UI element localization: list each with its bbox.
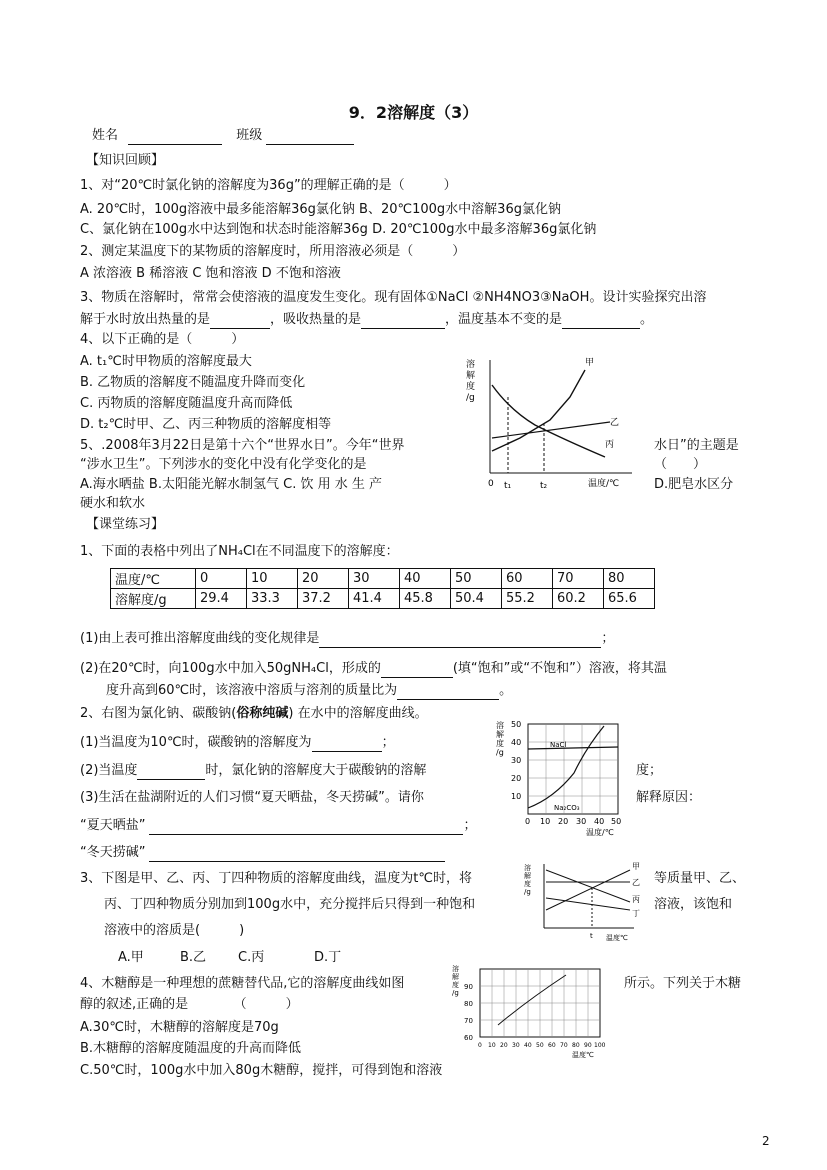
p1-sub2-blank-ratio[interactable]: [397, 685, 499, 700]
fig3-ylabel-0: 溶: [524, 864, 531, 872]
fig4-xtick: 90: [584, 1042, 592, 1049]
table-cell: 80: [604, 569, 655, 589]
fig4-xtick: 80: [572, 1042, 580, 1049]
q3-part-b: ，吸收热量的是: [270, 312, 362, 327]
p1-sub2-text-b: (填“饱和”或“不饱和”）溶液，将其温: [452, 661, 667, 676]
q3-blank-exothermic[interactable]: [210, 314, 270, 329]
page-number: 2: [762, 1134, 770, 1148]
table-cell: 20: [298, 569, 349, 589]
fig2-xtick: 0: [525, 817, 531, 826]
fig4-xtick: 30: [512, 1042, 520, 1049]
fig3-line-bing: [546, 870, 630, 902]
p4-line1-right: 所示。下列关于木糖: [624, 976, 742, 991]
p3-option-a: A.甲: [118, 950, 144, 965]
p1-sub1-end: ；: [601, 631, 615, 646]
figure1-solubility-graph: [460, 355, 645, 495]
p2-winter-label: “冬天捞碱”: [80, 845, 146, 860]
table-cell: 10: [247, 569, 298, 589]
p3-option-d: D.丁: [314, 950, 342, 965]
page-title: 9．2溶解度（3）: [348, 103, 479, 122]
q3-part-c: ，温度基本不变的是: [445, 312, 563, 327]
table-cell: 50: [451, 569, 502, 589]
p4-line2: 醇的叙述,正确的是 （ ）: [80, 997, 299, 1012]
fig3-ylabel-2: 度: [524, 880, 531, 888]
fig2-xtick: 20: [558, 817, 569, 826]
table-cell: 70: [553, 569, 604, 589]
p1-sub2-text-c: 度升高到60℃时，该溶液中溶质与溶剂的质量比为: [106, 683, 398, 698]
fig1-ylabel-2: 度: [466, 382, 476, 392]
fig3-ylabel-1: 解: [524, 872, 531, 880]
fig4-xtick: 50: [536, 1042, 544, 1049]
fig1-ylabel-1: 解: [466, 371, 476, 381]
p1-sub2-blank-saturation[interactable]: [381, 663, 453, 678]
table-cell: 温度/℃: [111, 569, 196, 589]
p1-sub1-blank[interactable]: [319, 633, 601, 648]
q4-option-b: B. 乙物质的溶解度不随温度升降而变化: [80, 375, 306, 390]
q3-blank-endothermic[interactable]: [361, 314, 445, 329]
p1-sub2-text-d: 。: [499, 683, 513, 698]
p1-sub1: [80, 630, 614, 648]
fig1-origin: 0: [488, 479, 494, 489]
q3-blank-neutral[interactable]: [562, 314, 640, 329]
fig2-ytick: 40: [511, 738, 522, 747]
section-review-heading: 【知识回顾】: [86, 153, 165, 168]
p4-option-b: B.木糖醇的溶解度随温度的升高而降低: [80, 1041, 302, 1056]
table-cell: 65.6: [604, 589, 655, 609]
fig2-ylabel-1: 解: [496, 730, 504, 739]
p2-sub2-text-a: (2)当温度: [80, 763, 138, 778]
p3-line1: 3、下图是甲、乙、丙、丁四种物质的溶解度曲线，温度为t℃时，将: [80, 871, 472, 886]
fig1-label-jia: 甲: [585, 358, 595, 368]
p2-sub1-end: ；: [381, 735, 395, 750]
fig2-ytick: 20: [511, 774, 522, 783]
p2-winter-soda: [80, 844, 445, 862]
fig3-t-label: t: [590, 932, 593, 940]
solubility-table: [110, 568, 655, 609]
fig4-ylabel-0: 溶: [452, 965, 459, 973]
q3-part-d: 。: [640, 312, 654, 327]
fig4-ytick: 60: [464, 1034, 473, 1042]
fig4-xlabel: 温度℃: [572, 1051, 594, 1059]
q5-line4: 硬水和软水: [80, 496, 146, 511]
name-class-line: [92, 127, 354, 145]
p2-sub1: [80, 734, 395, 752]
figure3-four-substances-graph: [522, 860, 647, 944]
fig1-ylabel-3: /g: [466, 393, 475, 403]
figure4-xylitol-graph: [448, 965, 618, 1060]
fig4-grid: [480, 969, 600, 1037]
p1-sub2-line2: [106, 682, 512, 700]
p2-sub2-text-b: 时，氯化钠的溶解度大于碳酸钠的溶解: [205, 763, 427, 778]
fig2-ylabel-0: 溶: [496, 721, 504, 730]
q2-stem: 2、测定某温度下的某物质的溶解度时，所用溶液必须是（ ）: [80, 244, 466, 259]
table-cell: 60.2: [553, 589, 604, 609]
name-label: 姓名: [92, 128, 119, 143]
q4-option-c: C. 丙物质的溶解度随温度升高而降低: [80, 396, 293, 411]
fig2-ytick: 30: [511, 756, 522, 765]
section-practice-heading: 【课堂练习】: [86, 517, 165, 532]
fig4-xylitol-curve: [498, 975, 566, 1025]
p2-stem-a: 2、右图为氯化钠、碳酸钠(: [80, 706, 237, 721]
p1-sub1-text: (1)由上表可推出溶解度曲线的变化规律是: [80, 631, 320, 646]
table-cell: 0: [196, 569, 247, 589]
q4-stem: 4、以下正确的是（ ）: [80, 332, 245, 347]
fig1-ylabel-0: 溶: [466, 360, 476, 370]
q5-line1-left: 5、.2008年3月22日是第十六个“世界水日”。今年“世界: [80, 438, 405, 453]
fig1-t2: t₂: [540, 481, 548, 491]
q2-options: A 浓溶液 B 稀溶液 C 饱和溶液 D 不饱和溶液: [80, 266, 341, 281]
p2-sub3: (3)生活在盐湖附近的人们习惯“夏天晒盐，冬天捞碱”。请你: [80, 790, 424, 805]
table-cell: 37.2: [298, 589, 349, 609]
q1-stem: 1、对“20℃时氯化钠的溶解度为36g”的理解正确的是（ ）: [80, 178, 457, 193]
p2-summer-salt: [80, 817, 477, 835]
figure2-nacl-na2co3-graph: [494, 718, 629, 840]
p3-line1-right: 等质量甲、乙、: [654, 871, 746, 886]
p2-summer-end: ；: [463, 818, 477, 833]
q5-line3-left: A.海水晒盐 B.太阳能光解水制氢气 C. 饮 用 水 生 产: [80, 477, 382, 492]
fig3-label-bing: 丙: [632, 895, 640, 904]
fig2-ylabel-2: 度: [496, 739, 504, 748]
p4-line1: 4、木糖醇是一种理想的蔗糖替代品,它的溶解度曲线如图: [80, 976, 405, 991]
p2-stem-bold: 俗称纯碱: [236, 706, 289, 721]
fig3-xlabel: 温度℃: [606, 934, 628, 942]
p2-sub1-text: (1)当温度为10℃时，碳酸钠的溶解度为: [80, 735, 312, 750]
p3-line3: 溶液中的溶质是( ): [104, 923, 245, 938]
fig4-xtick: 100: [594, 1042, 606, 1049]
p2-stem: [80, 705, 428, 723]
fig4-xtick: 20: [500, 1042, 508, 1049]
table-cell: 30: [349, 569, 400, 589]
fig4-xtick: 0: [478, 1042, 482, 1049]
fig4-ylabel-1: 解: [452, 973, 459, 981]
p3-option-b: B.乙: [180, 950, 207, 965]
q1-options-cd: C、氯化钠在100g水中达到饱和状态时能溶解36g D. 20℃100g水中最多溶解36g氯化钠: [80, 222, 597, 237]
class-input[interactable]: [266, 130, 354, 145]
table-cell: 40: [400, 569, 451, 589]
fig1-xlabel: 温度/℃: [588, 479, 620, 489]
q3-line2: [80, 311, 653, 329]
p2-sub3-end: 解释原因：: [636, 790, 702, 805]
table-cell: 45.8: [400, 589, 451, 609]
fig4-ylabel-3: /g: [452, 989, 459, 997]
fig4-ytick: 70: [464, 1017, 473, 1025]
table-row: [111, 569, 655, 589]
fig4-xtick: 10: [488, 1042, 496, 1049]
table-cell: 溶解度/g: [111, 589, 196, 609]
p1-sub2-line1: [80, 660, 667, 678]
q4-option-d: D. t₂℃时甲、乙、丙三种物质的溶解度相等: [80, 417, 332, 432]
table-cell: 60: [502, 569, 553, 589]
fig4-xtick: 60: [548, 1042, 556, 1049]
fig3-label-yi: 乙: [632, 878, 640, 887]
fig2-xtick: 10: [540, 817, 551, 826]
fig4-ylabel-2: 度: [452, 981, 459, 989]
p2-sub1-blank[interactable]: [312, 737, 382, 752]
p1-stem: 1、下面的表格中列出了NH₄Cl在不同温度下的溶解度：: [80, 544, 399, 559]
fig1-label-bing: 丙: [605, 440, 615, 450]
p4-option-c: C.50℃时，100g水中加入80g木糖醇，搅拌，可得到饱和溶液: [80, 1063, 443, 1078]
p3-line2: 丙、丁四种物质分别加到100g水中，充分搅拌后只得到一种饱和: [104, 897, 476, 912]
fig2-frame: [528, 724, 618, 814]
q5-line1-right: 水日”的主题是: [654, 438, 739, 453]
fig2-ytick: 10: [511, 792, 522, 801]
fig3-label-ding: 丁: [632, 909, 640, 918]
fig4-ytick: 80: [464, 1000, 473, 1008]
p2-summer-label: “夏天晒盐”: [80, 818, 146, 833]
fig1-t1: t₁: [504, 481, 512, 491]
fig2-nacl-curve: [528, 747, 618, 749]
p2-winter-blank[interactable]: [149, 847, 445, 862]
table-cell: 41.4: [349, 589, 400, 609]
name-input[interactable]: [128, 130, 222, 145]
fig1-label-yi: 乙: [610, 418, 620, 428]
fig3-ylabel-3: /g: [524, 888, 531, 896]
p2-sub2-blank[interactable]: [137, 765, 205, 780]
p2-sub2: [80, 762, 426, 780]
q3-line1: 3、物质在溶解时，常常会使溶液的温度发生变化。现有固体①NaCl ②NH4NO3③NaOH。设计实验探究出溶: [80, 290, 707, 305]
q3-part-a: 解于水时放出热量的是: [80, 312, 211, 327]
fig1-curve-jia: [492, 370, 585, 451]
p4-option-a: A.30℃时，木糖醇的溶解度是70g: [80, 1020, 279, 1035]
p1-sub2-text-a: (2)在20℃时，向100g水中加入50gNH₄Cl，形成的: [80, 661, 381, 676]
fig2-na2co3-curve: [528, 726, 604, 808]
class-label: 班级: [236, 128, 263, 143]
table-cell: 55.2: [502, 589, 553, 609]
q4-option-a: A. t₁℃时甲物质的溶解度最大: [80, 354, 252, 369]
p3-line2-right: 溶液，该饱和: [654, 897, 733, 912]
p3-option-c: C.丙: [238, 950, 265, 965]
q5-line2-left: “涉水卫生”。下列涉水的变化中没有化学变化的是: [80, 457, 367, 472]
q5-line3-right: D.肥皂水区分: [654, 477, 734, 492]
fig2-nacl-label: NaCl: [550, 741, 567, 749]
fig3-label-jia: 甲: [632, 862, 640, 871]
fig2-ytick: 50: [511, 720, 522, 729]
table-cell: 50.4: [451, 589, 502, 609]
fig4-xtick: 70: [560, 1042, 568, 1049]
table-cell: 29.4: [196, 589, 247, 609]
fig2-grid: [528, 724, 618, 814]
p2-summer-blank[interactable]: [149, 820, 463, 835]
fig1-line-yi: [492, 422, 610, 438]
p2-stem-b: ) 在水中的溶解度曲线。: [288, 706, 428, 721]
fig2-xlabel: 温度/℃: [586, 828, 614, 837]
fig2-na2co3-label: Na₂CO₃: [554, 804, 580, 812]
fig2-xtick: 30: [576, 817, 587, 826]
q1-options-ab: A. 20℃时，100g溶液中最多能溶解36g氯化钠 B、20℃100g水中溶解36g氯化钠: [80, 202, 561, 217]
fig2-ylabel-3: /g: [496, 748, 504, 757]
table-cell: 33.3: [247, 589, 298, 609]
fig2-xtick: 40: [594, 817, 605, 826]
q5-line2-right: （ ）: [654, 457, 707, 472]
fig2-xtick: 50: [611, 817, 622, 826]
table-row: [111, 589, 655, 609]
fig4-ytick: 90: [464, 983, 473, 991]
fig4-xtick: 40: [524, 1042, 532, 1049]
p2-sub2-end: 度；: [636, 763, 663, 778]
